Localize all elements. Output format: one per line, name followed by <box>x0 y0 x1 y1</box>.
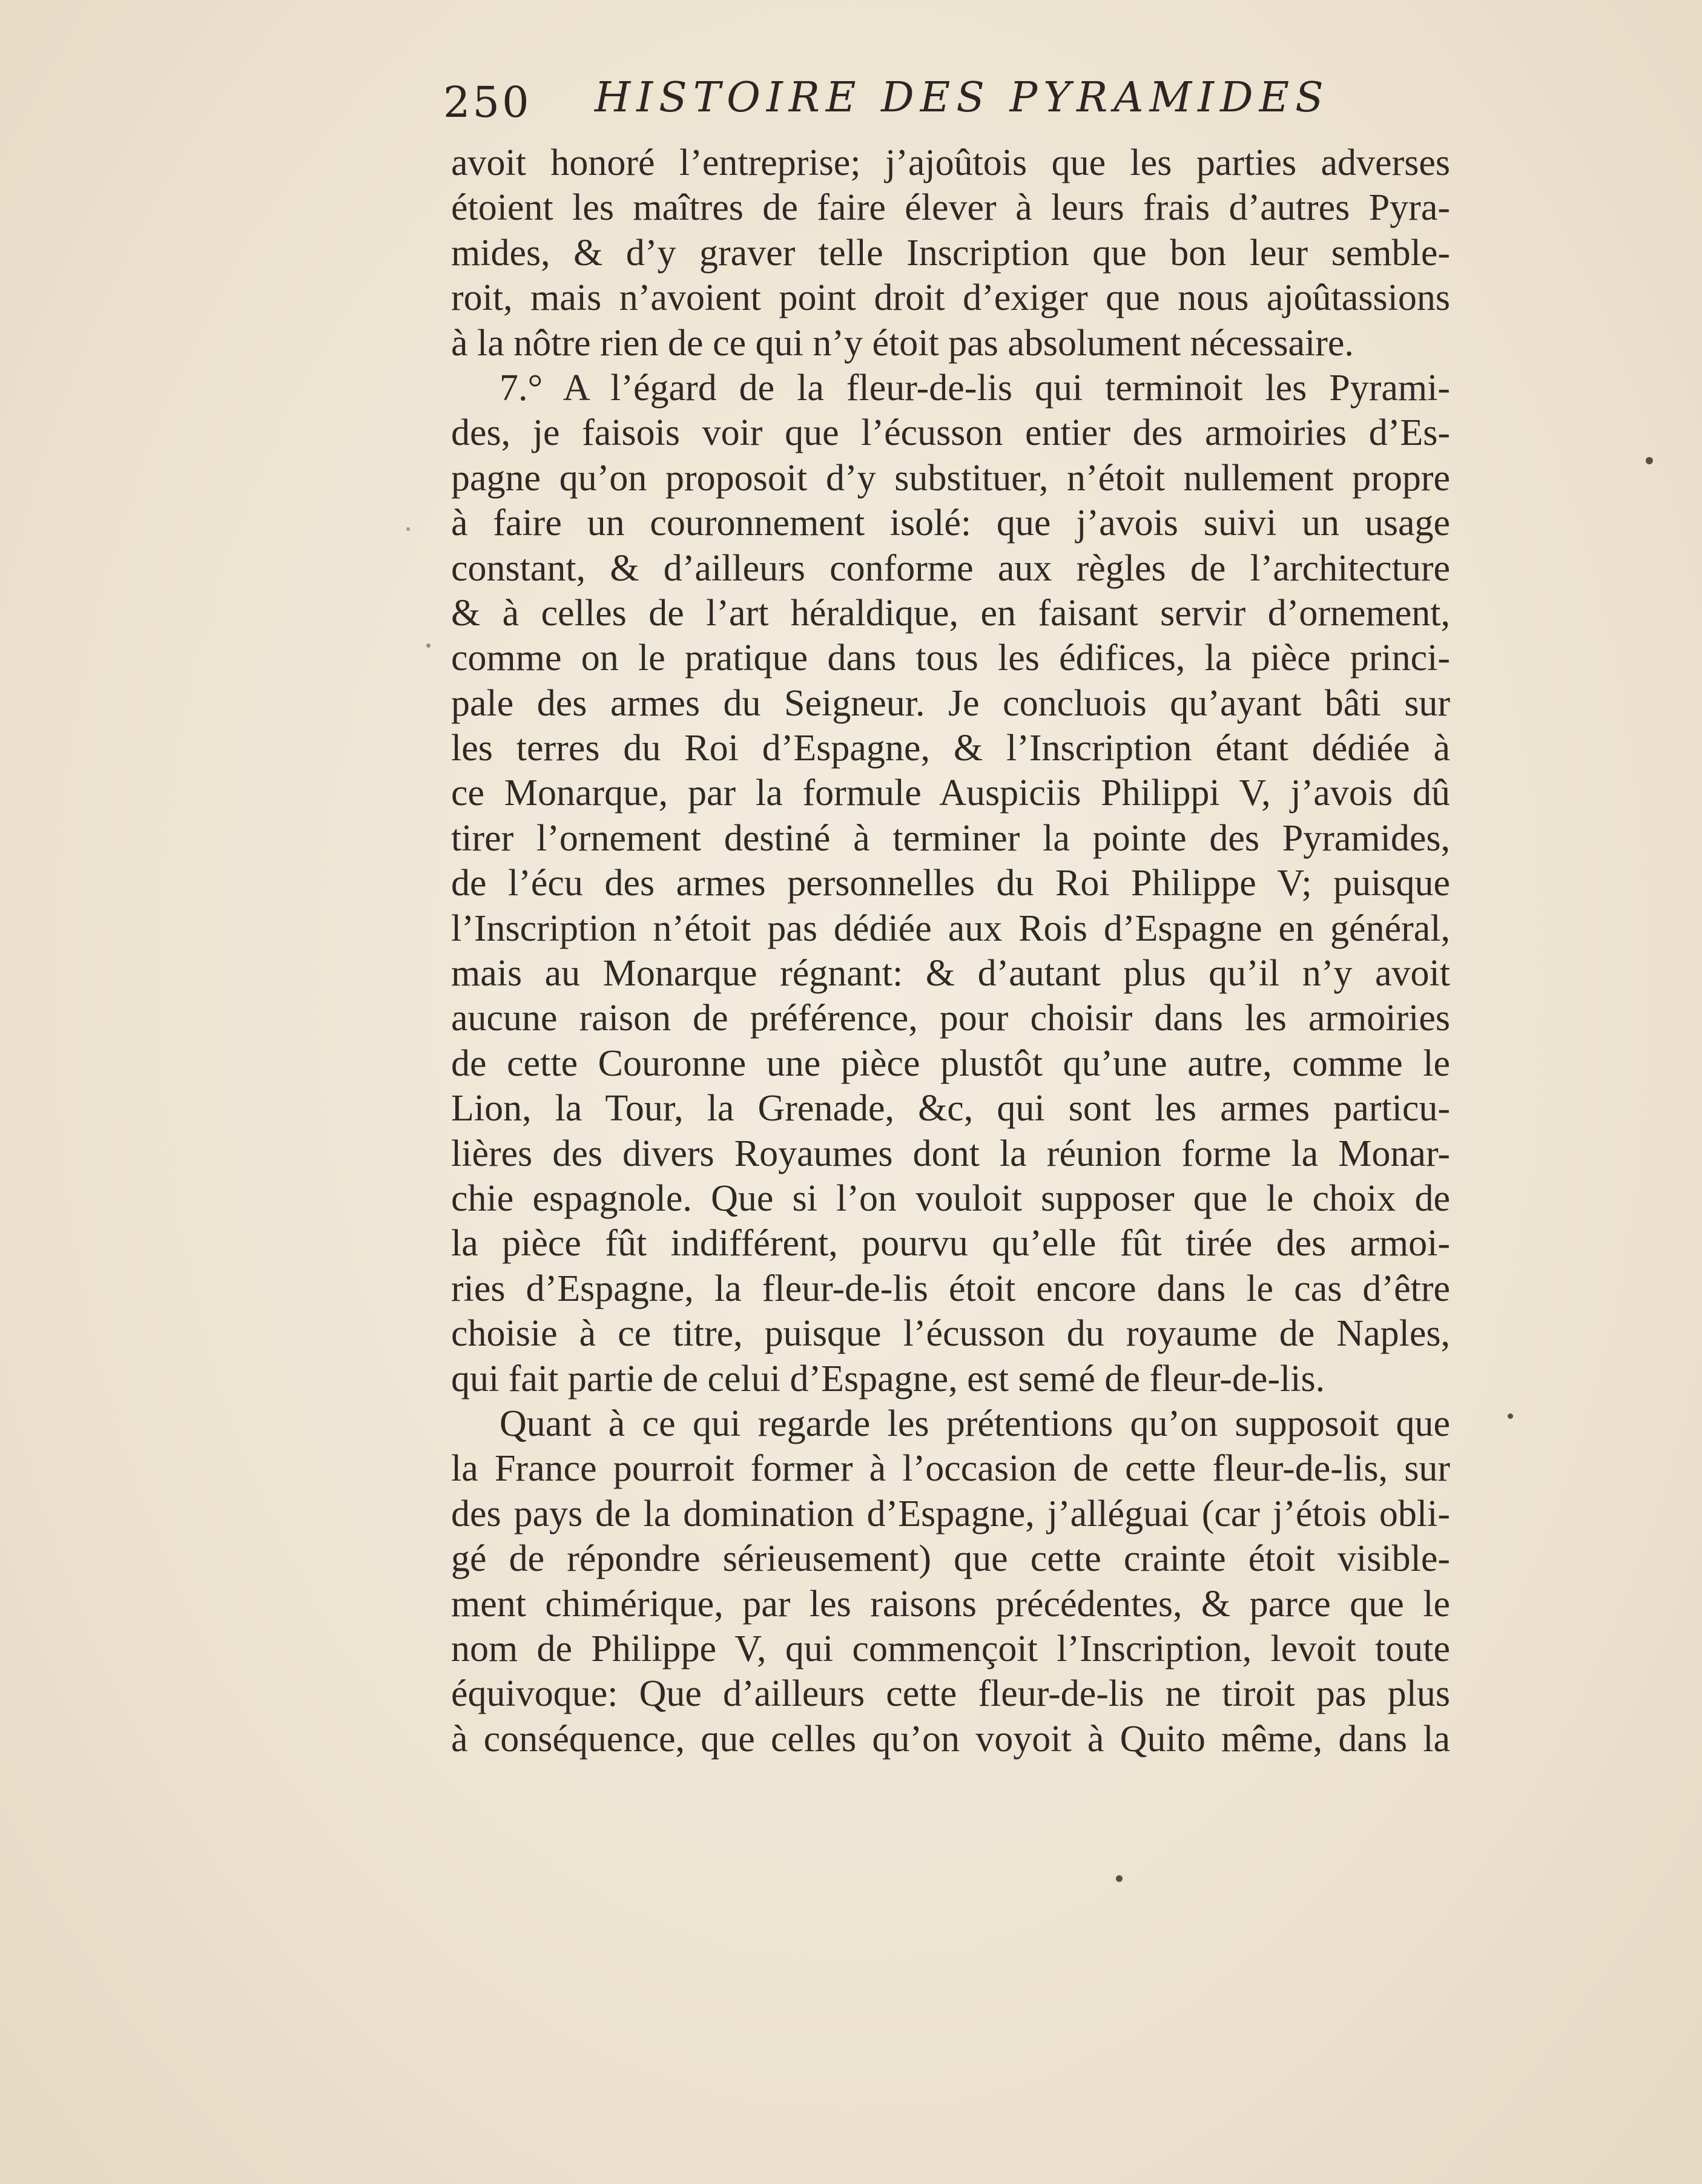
text-line: de cette Couronne une pièce plustôt qu’une autre, comme le <box>451 1042 1450 1084</box>
text-line: roit, mais n’avoient point droit d’exiger que nous ajoûtassions <box>451 277 1450 319</box>
body-text <box>451 140 1450 1761</box>
text-line: à faire un couronnement isolé: que j’avois suivi un usage <box>451 502 1450 544</box>
text-line: tirer l’ornement destiné à terminer la pointe des Pyramides, <box>451 817 1450 859</box>
text-line: chie espagnole. Que si l’on vouloit supposer que le choix de <box>451 1177 1450 1219</box>
text-line: des pays de la domination d’Espagne, j’alléguai (car j’étois obli- <box>451 1493 1450 1534</box>
text-line: & à celles de l’art héraldique, en faisant servir d’ornement, <box>451 592 1450 634</box>
page-number: 250 <box>443 77 532 127</box>
text-line: pagne qu’on proposoit d’y substituer, n’étoit nullement propre <box>451 457 1450 499</box>
ink-speck <box>426 643 430 648</box>
text-line: la pièce fût indifférent, pourvu qu’elle fût tirée des armoi- <box>451 1223 1450 1265</box>
text-line: Lion, la Tour, la Grenade, &c, qui sont les armes particu- <box>451 1088 1450 1130</box>
text-line: ries d’Espagne, la fleur-de-lis étoit encore dans le cas d’être <box>451 1268 1450 1309</box>
text-line: nom de Philippe V, qui commençoit l’Inscription, levoit toute <box>451 1628 1450 1669</box>
running-title: HISTOIRE DES PYRAMIDES <box>595 74 1330 122</box>
text-line: équivoque: Que d’ailleurs cette fleur-de-lis ne tiroit pas plus <box>451 1673 1450 1715</box>
text-line: choisie à ce titre, puisque l’écusson du royaume de Naples, <box>451 1313 1450 1355</box>
ink-speck <box>1116 1875 1123 1882</box>
text-line: mais au Monarque régnant: & d’autant plus qu’il n’y avoit <box>451 953 1450 995</box>
text-line: Quant à ce qui regarde les prétentions qu’on supposoit que <box>500 1403 1450 1444</box>
text-line: à la nôtre rien de ce qui n’y étoit pas absolument nécessaire. <box>451 322 1354 364</box>
text-line: la France pourroit former à l’occasion de cette fleur-de-lis, sur <box>451 1448 1450 1490</box>
text-line: à conséquence, que celles qu’on voyoit à Quito même, dans la <box>451 1718 1450 1760</box>
text-line: de l’écu des armes personnelles du Roi Philippe V; puisque <box>451 863 1450 904</box>
text-line: mides, & d’y graver telle Inscription que bon leur semble- <box>451 232 1450 274</box>
text-line: ce Monarque, par la formule Auspiciis Philippi V, j’avois dû <box>451 772 1450 814</box>
text-line: constant, & d’ailleurs conforme aux règles de l’architecture <box>451 547 1450 589</box>
text-line: l’Inscription n’étoit pas dédiée aux Rois d’Espagne en général, <box>451 907 1450 949</box>
text-line: gé de répondre sérieusement) que cette crainte étoit visible- <box>451 1538 1450 1580</box>
text-line: lières des divers Royaumes dont la réunion forme la Monar- <box>451 1133 1450 1174</box>
ink-speck <box>406 527 410 531</box>
text-line: qui fait partie de celui d’Espagne, est semé de fleur-de-lis. <box>451 1358 1325 1400</box>
ink-speck <box>1508 1413 1513 1419</box>
text-line: 7.° A l’égard de la fleur-de-lis qui terminoit les Pyrami- <box>500 367 1450 409</box>
ink-speck <box>1646 457 1653 464</box>
page-header <box>443 74 1339 134</box>
text-line: pale des armes du Seigneur. Je concluois qu’ayant bâti sur <box>451 682 1450 724</box>
text-line: avoit honoré l’entreprise; j’ajoûtois que les parties adverses <box>451 142 1450 183</box>
text-line: des, je faisois voir que l’écusson entier des armoiries d’Es- <box>451 412 1450 454</box>
text-line: les terres du Roi d’Espagne, & l’Inscription étant dédiée à <box>451 728 1450 769</box>
text-line: ment chimérique, par les raisons précédentes, & parce que le <box>451 1583 1450 1625</box>
text-line: aucune raison de préférence, pour choisir dans les armoiries <box>451 998 1450 1039</box>
text-line: comme on le pratique dans tous les édifices, la pièce princi- <box>451 637 1450 679</box>
text-line: étoient les maîtres de faire élever à leurs frais d’autres Pyra- <box>451 187 1450 229</box>
